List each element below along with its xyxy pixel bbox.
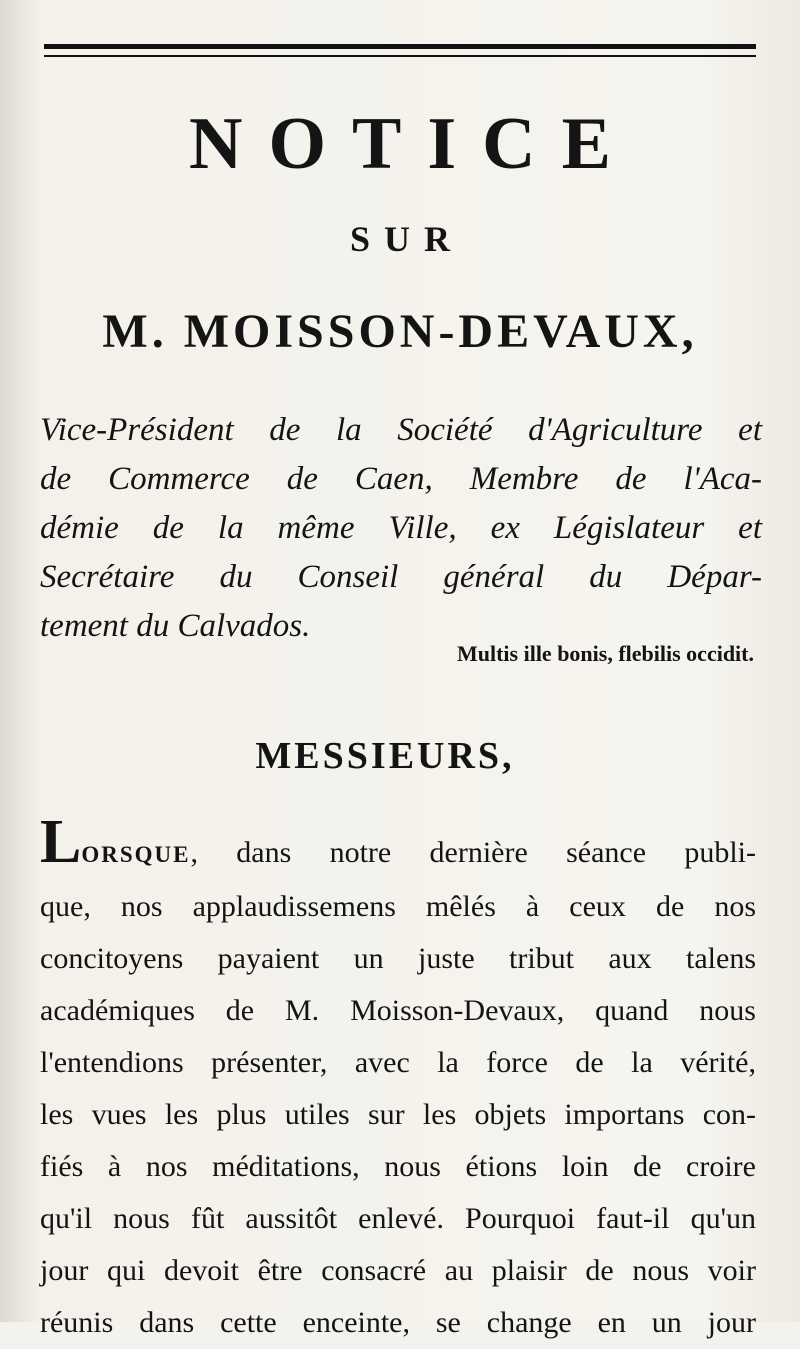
subtitle-line: Secrétaire du Conseil général du Dépar- [40, 559, 762, 595]
subtitle-line: de Commerce de Caen, Membre de l'Aca- [40, 461, 762, 497]
epigraph: Multis ille bonis, flebilis occidit. [456, 641, 754, 666]
body-line-first [40, 808, 756, 881]
body-line: les vues les plus utiles sur les objets importans con- [40, 1098, 756, 1131]
body-line: réunis dans cette enceinte, se change en un jour [40, 1306, 756, 1339]
subject-name: M. MOISSON-DEVAUX, [102, 305, 698, 358]
top-rule-thick [44, 44, 756, 49]
body-line: qu'il nous fût aussitôt enlevé. Pourquoi faut-il qu'un [40, 1202, 756, 1235]
document-title: NOTICE [189, 103, 637, 185]
body-line: l'entendions présenter, avec la force de la vérité, [40, 1046, 756, 1079]
subject-titles [40, 406, 762, 651]
body-paragraph [40, 808, 756, 1349]
top-rule-thin [44, 55, 756, 57]
title-connector: SUR [349, 219, 465, 259]
salutation: MESSIEURS, [255, 735, 515, 777]
body-line: fiés à nos méditations, nous étions loin de croire [40, 1150, 756, 1183]
first-word-smallcaps: ORSQUE [81, 842, 191, 867]
body-line: concitoyens payaient un juste tribut aux talens [40, 942, 756, 975]
body-line: jour qui devoit être consacré au plaisir de nous voir [40, 1254, 756, 1287]
subtitle-line: Vice-Président de la Société d'Agriculture et [40, 412, 762, 448]
first-line-text: , dans notre dernière séance publi- [190, 836, 756, 869]
drop-cap: L [40, 808, 82, 876]
subtitle-line: tement du Calvados. [40, 608, 311, 644]
body-line: que, nos applaudissemens mêlés à ceux de nos [40, 890, 756, 923]
subtitle-line: démie de la même Ville, ex Législateur et [40, 510, 762, 546]
body-line: académiques de M. Moisson-Devaux, quand nous [40, 994, 756, 1027]
